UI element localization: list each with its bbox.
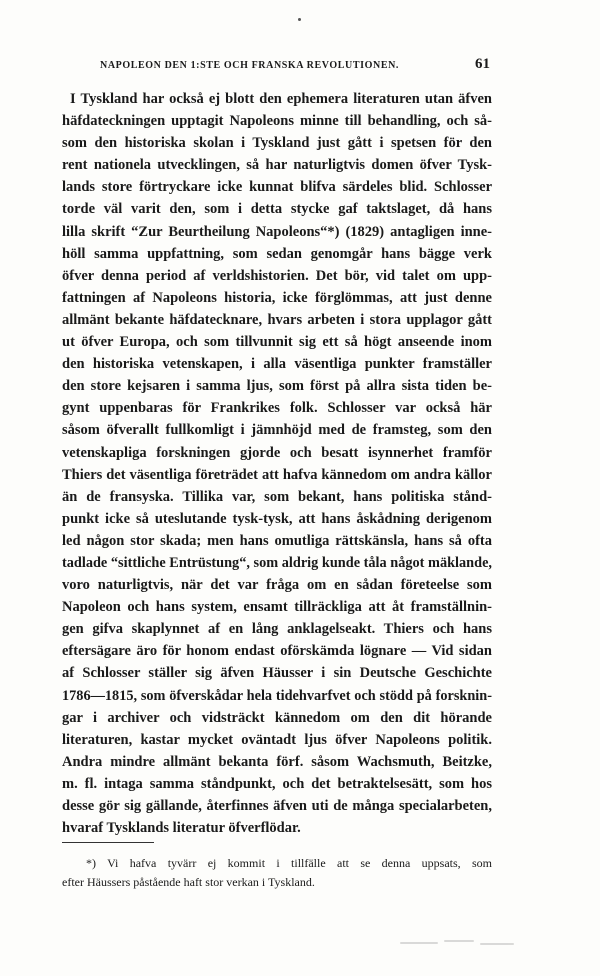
text-line: Thiers det väsentliga företrädet att hafva kännedom om andra källor [62, 466, 492, 483]
text-line: gen gifva skaplynnet af en lång anklagelseakt. Thiers och hans [62, 621, 492, 638]
text-line: den store kejsaren i samma ljus, som först på allra sista tiden be- [62, 378, 492, 395]
page-header [100, 58, 490, 76]
text-line: punkt icke så uteslutande tysk-tysk, att hans åskådning derigenom [62, 510, 492, 527]
print-mark [298, 18, 301, 21]
text-line: I Tyskland har också ej blott den ephemera literaturen utan äfven [70, 91, 492, 107]
footnote-line: efter Häussers påstående haft stor verkan i Tyskland. [62, 875, 315, 889]
page-number: 61 [475, 56, 490, 72]
text-line: desse gör sig gällande, återfinnes äfven uti de många specialarbeten, [62, 798, 492, 814]
text-line: hvaraf Tysklands literatur öfverflödar. [62, 820, 301, 837]
text-line: voro naturligtvis, när det var fråga om en sådan företeelse som [62, 577, 492, 594]
text-line: höll samma uppfattning, som sedan genomgår hans bägge verk [62, 245, 492, 262]
text-line: öfver denna period af verldshistorien. Det bör, vid talet om upp- [62, 267, 492, 284]
text-line: gynt uppenbaras för Frankrikes folk. Schlosser var också här [62, 400, 492, 417]
running-head: NAPOLEON DEN 1:STE OCH FRANSKA REVOLUTIONEN. [100, 60, 400, 71]
text-line: lands store förtryckare icke kunnat blifva särdeles blid. Schlosser [62, 179, 492, 196]
text-line: häfdateckningen upptagit Napoleons minne till behandling, och så- [62, 113, 492, 130]
text-line: led någon stor skada; men hans omutliga rättskänsla, hans så ofta [62, 532, 492, 549]
footnote-line: *) Vi hafva tyvärr ej kommit i tillfälle att se denna uppsats, som [86, 856, 492, 870]
text-line: lilla skrift “Zur Beurtheilung Napoleons“*) (1829) antagligen inne- [62, 223, 492, 240]
text-line: 1786—1815, som öfverskådar hela tidehvarfvet och stödd på forsknin- [62, 687, 492, 704]
text-line: m. fl. intaga samma ståndpunkt, och det betraktelsesätt, som hos [62, 775, 492, 792]
text-line: af Schlosser ställer sig äfven Häusser i sin Deutsche Geschichte [62, 665, 492, 682]
text-line: gar i archiver och vidsträckt kännedom om den dit hörande [62, 709, 492, 726]
text-line: allmänt bekante häfdatecknare, hvars arbeten i stora upplagor gått [62, 311, 492, 328]
text-line: såsom öfverallt fullkomligt i jämnhöjd med de framsteg, som den [62, 422, 492, 439]
text-line: ut öfver Europa, och som tillvunnit sig ett så högt anseende inom [62, 334, 492, 351]
scan-watermark [400, 936, 520, 950]
text-line: Napoleon och hans system, ensamt tillräckliga att åt framställnin- [62, 599, 492, 616]
footnote-divider [62, 842, 154, 843]
text-line: torde väl varit den, som i detta stycke gaf taktslaget, då hans [62, 201, 492, 218]
text-line: eftersägare äro för honom endast oförskämda lögnare — Vid sidan [62, 643, 492, 660]
text-line: fattningen af Napoleons historia, icke förglömmas, att just denne [62, 289, 492, 306]
text-line: den historiska vetenskapen, i alla väsentliga punkter framställer [62, 356, 492, 373]
text-line: literaturen, kastar mycket oväntadt ljus öfver Napoleons politik. [62, 731, 492, 748]
body-text [62, 88, 492, 839]
text-line: än de fransyska. Tillika var, som bekant, hans politiska stånd- [62, 488, 492, 505]
text-line: rent nationela utvecklingen, så har naturligtvis domen öfver Tysk- [62, 157, 492, 174]
text-line: Andra mindre allmänt bekanta förf. såsom Wachsmuth, Beitzke, [62, 753, 492, 770]
text-line: som den historiska skolan i Tyskland just gått i spetsen för den [62, 135, 492, 152]
footnote [62, 854, 492, 892]
text-line: tadlade “sittliche Entrüstung“, som aldrig kunde tåla något mäklande, [62, 554, 492, 571]
text-line: vetenskapliga forskningen gjorde och besatt isynnerhet framför [62, 444, 492, 461]
